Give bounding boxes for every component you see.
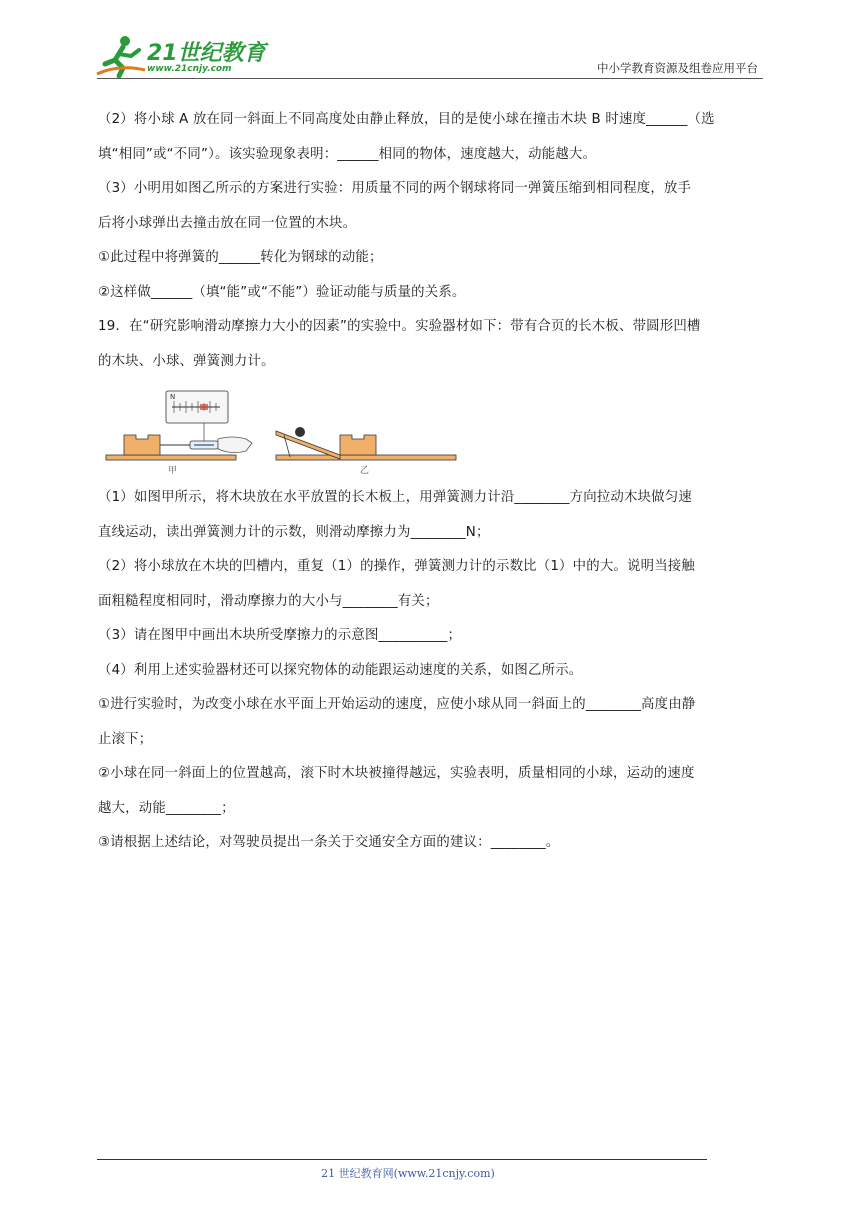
text-line: 19．在“研究影响滑动摩擦力大小的因素”的实验中。实验器材如下：带有合页的长木板、带圆形凹槽 (98, 319, 701, 334)
header-divider (97, 78, 763, 79)
text-line: （4）利用上述实验器材还可以探究物体的动能跟运动速度的关系，如图乙所示。 (98, 662, 583, 678)
text-line: ①此过程中将弹簧的______转化为钢球的动能； (98, 250, 383, 265)
footer-text[interactable]: 21 世纪教育网(www.21cnjy.com) (321, 1167, 495, 1180)
text-line: 的木块、小球、弹簧测力计。 (98, 353, 275, 369)
text-line: 面粗糙程度相同时，滑动摩擦力的大小与________有关； (98, 593, 439, 609)
logo-title: 21世纪教育 (147, 41, 266, 66)
text-line: 填“相同”或“不同”）。该实验现象表明：______相同的物体，速度越大，动能越大。 (98, 146, 597, 162)
figure-label-yi: 乙 (360, 466, 370, 476)
text-line: （2）将小球放在木块的凹槽内，重复（1）的操作，弹簧测力计的示数比（1）中的大。说明当接触 (98, 559, 695, 574)
gauge-unit: N (170, 393, 176, 401)
text-line: ②小球在同一斜面上的位置越高，滚下时木块被撞得越远，实验表明，质量相同的小球，运动的速度 (98, 766, 695, 781)
text-line: （3）小明用如图乙所示的方案进行实验：用质量不同的两个钢球将同一弹簧压缩到相同程度，放手 (98, 181, 692, 196)
figure-jia (106, 391, 252, 476)
text-line: ①进行实验时，为改变小球在水平面上开始运动的速度，应使小球从同一斜面上的________高度由静 (98, 697, 696, 712)
text-line: （3）请在图甲中画出木块所受摩擦力的示意图__________； (98, 628, 462, 643)
runner-icon (95, 34, 147, 80)
footer-divider (97, 1159, 707, 1160)
text-line: 直线运动，读出弹簧测力计的示数，则滑动摩擦力为________N； (98, 524, 490, 540)
experiment-figure (98, 373, 762, 481)
text-line: 后将小球弹出去撞击放在同一位置的木块。 (98, 215, 357, 231)
text-line: 止滚下； (98, 731, 153, 747)
page-header (0, 0, 860, 90)
platform-name: 中小学教育资源及组卷应用平台 (597, 61, 758, 75)
figure-yi (276, 427, 456, 476)
figure-label-jia: 甲 (168, 466, 178, 476)
text-line: （2）将小球 A 放在同一斜面上不同高度处由静止释放，目的是使小球在撞击木块 B 时速度______（选 (98, 112, 715, 127)
question-body (98, 103, 762, 861)
text-line: （1）如图甲所示，将木块放在水平放置的长木板上，用弹簧测力计沿________方向拉动木块做匀速 (98, 490, 692, 505)
logo-url: www.21cnjy.com (147, 64, 232, 74)
page-footer (0, 1165, 860, 1181)
text-line: ②这样做______（填“能”或“不能”）验证动能与质量的关系。 (98, 284, 466, 300)
site-logo (95, 34, 265, 80)
text-line: 越大，动能________； (98, 800, 235, 816)
text-line: ③请根据上述结论，对驾驶员提出一条关于交通安全方面的建议：________。 (98, 835, 560, 850)
